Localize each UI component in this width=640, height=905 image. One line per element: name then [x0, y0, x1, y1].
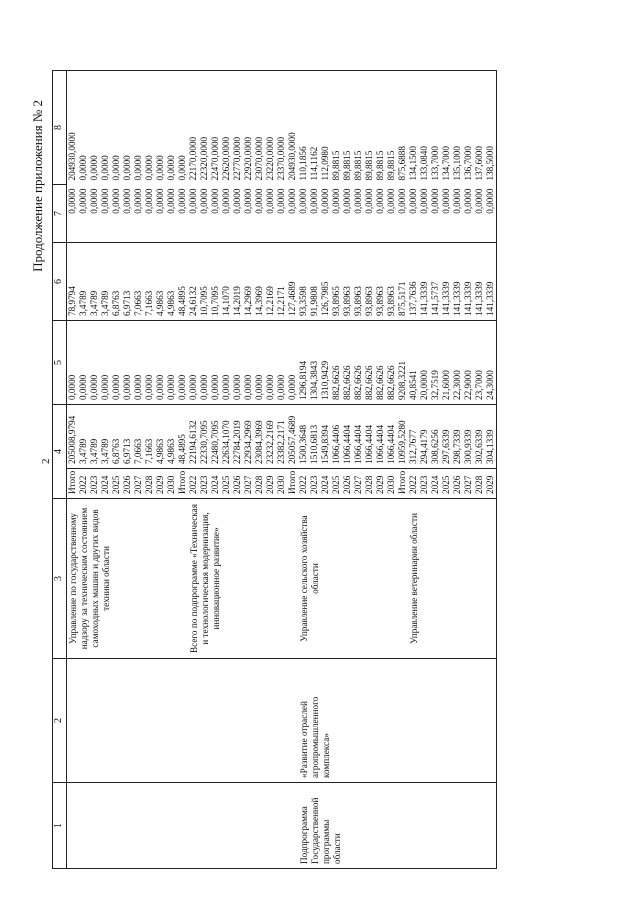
value-cell: 0,0000	[342, 185, 353, 243]
value-cell: 22330,7095	[199, 405, 210, 469]
value-cell: 0,0000	[221, 185, 232, 243]
value-cell: 12,2171	[276, 243, 287, 321]
value-cell: 127,4689	[287, 243, 298, 321]
value-cell: 93,8963	[386, 243, 397, 321]
value-cell: 23220,0000	[265, 136, 275, 181]
year-cell: 2023	[89, 469, 100, 499]
column-header-7: 7	[53, 185, 67, 243]
value-cell: 133,0840	[419, 146, 429, 181]
column-header-8: 8	[53, 71, 67, 185]
table-row	[67, 71, 79, 869]
value-cell: 22470,0000	[210, 136, 220, 181]
value-cell: 40,8541	[408, 321, 419, 405]
value-cell: 93,8963	[342, 243, 353, 321]
value-cell: 48,4895	[177, 405, 188, 469]
year-cell: 2028	[254, 469, 265, 499]
program-type-cell	[67, 783, 189, 869]
value-cell: 0,0000	[254, 321, 265, 405]
value-cell: 300,9339	[463, 405, 474, 469]
value-cell: 7,1663	[144, 243, 155, 321]
budget-table	[52, 70, 497, 869]
value-cell: 3,4789	[89, 405, 100, 469]
value-cell: 0,0000	[265, 185, 276, 243]
value-cell: 0,0000	[188, 321, 199, 405]
value-cell: 1066,4406	[331, 405, 342, 469]
value-cell: 0,0000	[265, 321, 276, 405]
appendix-caption: Продолжение приложения № 2	[30, 100, 45, 272]
value-cell: 141,3339	[419, 243, 430, 321]
column-header-1: 1	[53, 783, 67, 869]
value-cell: 22784,2019	[232, 405, 243, 469]
value-cell: 0,0000	[67, 185, 79, 243]
value-cell: 136,7000	[463, 146, 473, 181]
value-cell: 0,0000	[232, 185, 243, 243]
year-cell: 2026	[342, 469, 353, 499]
value-cell: 0,0000	[144, 321, 155, 405]
value-cell: 0,0000	[353, 185, 364, 243]
year-cell: 2022	[188, 469, 199, 499]
value-cell: 22770,0000	[232, 136, 242, 181]
year-cell: 2028	[364, 469, 375, 499]
value-cell: 0,0000	[155, 321, 166, 405]
value-cell: 0,0000	[122, 155, 132, 181]
value-cell: 0,0000	[254, 185, 265, 243]
value-cell: 141,3339	[485, 243, 497, 321]
year-cell: 2024	[210, 469, 221, 499]
value-cell: 0,0000	[210, 321, 221, 405]
value-cell: 0,0000	[78, 185, 89, 243]
value-cell: 0,0000	[78, 155, 88, 181]
value-cell: 0,0000	[287, 185, 298, 243]
value-cell: 0,0000	[155, 185, 166, 243]
value-cell: 0,0000	[177, 185, 188, 243]
table-row	[298, 71, 309, 869]
value-cell: 0,0000	[309, 185, 320, 243]
column-header-2: 2	[53, 659, 67, 783]
value-cell: 0,0000	[166, 185, 177, 243]
value-cell: 298,7339	[452, 405, 463, 469]
year-cell: 2024	[100, 469, 111, 499]
year-cell: 2025	[441, 469, 452, 499]
value-cell: 137,7636	[408, 243, 419, 321]
program-name-cell	[408, 659, 497, 783]
value-cell: 0,0000	[243, 321, 254, 405]
value-cell: 1066,4404	[364, 405, 375, 469]
year-cell: 2027	[243, 469, 254, 499]
value-cell: 1510,6813	[309, 405, 320, 469]
value-cell: 0,0000	[122, 185, 133, 243]
value-cell: 134,7000	[441, 146, 451, 181]
value-cell: 6,9713	[122, 243, 133, 321]
value-cell: 22320,0000	[199, 136, 209, 181]
column-header-4: 4	[53, 405, 67, 499]
value-cell: 4,9863	[166, 243, 177, 321]
program-type-cell	[408, 783, 497, 869]
value-cell: 0,0000	[320, 185, 331, 243]
value-cell: 3,4789	[78, 243, 89, 321]
year-cell: 2029	[375, 469, 386, 499]
value-cell: 0,0000	[276, 321, 287, 405]
value-cell: 0,0000	[331, 185, 342, 243]
value-cell: 0,0000	[463, 185, 474, 243]
value-cell: 141,3339	[441, 243, 452, 321]
value-cell: 6,9713	[122, 405, 133, 469]
value-cell: 1500,3648	[298, 405, 309, 469]
executor-cell: Управление по государственному надзору за техническим состоянием самоходных машин и других видов техники области	[67, 499, 189, 659]
value-cell: 0,0000	[89, 321, 100, 405]
value-cell: 0,0000	[78, 321, 89, 405]
value-cell: 0,0000	[408, 185, 419, 243]
value-cell: 91,9808	[309, 243, 320, 321]
program-type-cell	[188, 783, 298, 869]
value-cell: 141,3339	[463, 243, 474, 321]
value-cell: 4,9863	[155, 243, 166, 321]
value-cell: 141,5737	[430, 243, 441, 321]
program-name-cell	[67, 659, 189, 783]
value-cell: 875,6888	[397, 146, 407, 181]
value-cell: 882,6626	[353, 321, 364, 405]
value-cell: 0,0000	[485, 185, 497, 243]
value-cell: 3,4789	[100, 405, 111, 469]
value-cell: 0,0000	[397, 185, 408, 243]
year-cell: 2029	[265, 469, 276, 499]
value-cell: 0,0000	[144, 155, 154, 181]
value-cell: 0,0000	[419, 185, 430, 243]
value-cell: 882,6626	[364, 321, 375, 405]
value-cell: 89,8815	[375, 150, 385, 181]
value-cell: 23,7000	[474, 321, 485, 405]
value-cell: 22920,0000	[243, 136, 253, 181]
value-cell: 0,0000	[166, 321, 177, 405]
value-cell: 882,6626	[375, 321, 386, 405]
value-cell: 1066,4404	[375, 405, 386, 469]
value-cell: 141,3339	[474, 243, 485, 321]
year-cell: 2030	[166, 469, 177, 499]
value-cell: 6,8763	[111, 405, 122, 469]
value-cell: 14,2969	[243, 243, 254, 321]
year-cell: 2027	[353, 469, 364, 499]
year-cell: 2023	[419, 469, 430, 499]
executor-cell: Управление сельского хозяйства области	[298, 499, 408, 659]
executor-cell: Всего по подпрограмме «Техническая и технологическая модернизация, инновационное развитие»	[188, 499, 298, 659]
value-cell: 3,4789	[100, 243, 111, 321]
value-cell: 294,4179	[419, 405, 430, 469]
year-cell: 2024	[320, 469, 331, 499]
value-cell: 0,0000	[430, 185, 441, 243]
value-cell: 0,0000	[111, 155, 121, 181]
value-cell: 0,0000	[199, 185, 210, 243]
value-cell: 22194,6132	[188, 405, 199, 469]
value-cell: 21,6000	[441, 321, 452, 405]
table-row	[408, 71, 419, 869]
year-cell: Итого	[67, 469, 79, 499]
value-cell: 10959,5280	[397, 405, 408, 469]
value-cell: 304,1339	[485, 405, 497, 469]
value-cell: 7,1663	[144, 405, 155, 469]
value-cell: 302,6339	[474, 405, 485, 469]
value-cell: 89,8815	[364, 150, 374, 181]
program-name-cell: «Развитие отраслей агропромышленного комплекса»	[298, 659, 408, 783]
value-cell: 10,7095	[210, 243, 221, 321]
value-cell: 0,0000	[210, 185, 221, 243]
value-cell: 23232,2169	[265, 405, 276, 469]
value-cell: 14,1070	[221, 243, 232, 321]
value-cell: 138,5000	[485, 146, 495, 181]
value-cell: 0,0000	[386, 185, 397, 243]
value-cell: 0,0000	[144, 185, 155, 243]
value-cell: 10,7095	[199, 243, 210, 321]
value-cell: 93,3598	[298, 243, 309, 321]
value-cell: 114,1162	[309, 146, 319, 181]
value-cell: 12,2169	[265, 243, 276, 321]
value-cell: 1304,3843	[309, 321, 320, 405]
value-cell: 89,8815	[342, 150, 352, 181]
year-cell: 2026	[232, 469, 243, 499]
value-cell: 14,2019	[232, 243, 243, 321]
value-cell: 89,8815	[331, 150, 341, 181]
value-cell: 93,8963	[364, 243, 375, 321]
year-cell: 2027	[463, 469, 474, 499]
value-cell: 22480,7095	[210, 405, 221, 469]
value-cell: 204930,0000	[67, 132, 77, 181]
header-label: 2	[40, 458, 52, 464]
value-cell: 23070,0000	[254, 136, 264, 181]
value-cell: 3,4789	[78, 405, 89, 469]
value-cell: 1549,8394	[320, 405, 331, 469]
program-name-cell	[188, 659, 298, 783]
year-cell: 2028	[474, 469, 485, 499]
value-cell: 205008,9794	[67, 405, 79, 469]
year-cell: 2028	[144, 469, 155, 499]
year-cell: Итого	[397, 469, 408, 499]
value-cell: 0,0000	[67, 321, 79, 405]
value-cell: 24,3000	[485, 321, 497, 405]
value-cell: 0,0000	[199, 321, 210, 405]
value-cell: 78,9794	[67, 243, 79, 321]
value-cell: 0,0000	[276, 185, 287, 243]
value-cell: 0,0000	[111, 321, 122, 405]
value-cell: 110,1856	[298, 146, 308, 181]
value-cell: 0,0000	[474, 185, 485, 243]
year-cell: 2026	[122, 469, 133, 499]
value-cell: 3,4789	[89, 243, 100, 321]
value-cell: 0,0000	[287, 321, 298, 405]
value-cell: 0,0000	[111, 185, 122, 243]
value-cell: 882,6626	[386, 321, 397, 405]
value-cell: 32,7519	[430, 321, 441, 405]
value-cell: 89,8815	[353, 150, 363, 181]
value-cell: 1296,8194	[298, 321, 309, 405]
value-cell: 23382,2171	[276, 405, 287, 469]
year-cell: 2029	[155, 469, 166, 499]
value-cell: 4,9863	[155, 405, 166, 469]
column-header-6: 6	[53, 243, 67, 321]
table-row	[188, 71, 199, 869]
value-cell: 14,3969	[254, 243, 265, 321]
value-cell: 0,0000	[232, 321, 243, 405]
value-cell: 0,0000	[375, 185, 386, 243]
value-cell: 48,4895	[177, 243, 188, 321]
value-cell: 205057,4689	[287, 405, 298, 469]
value-cell: 0,0000	[188, 185, 199, 243]
year-cell: Итого	[177, 469, 188, 499]
value-cell: 0,0000	[100, 321, 111, 405]
value-cell: 7,0663	[133, 405, 144, 469]
value-cell: 882,6626	[342, 321, 353, 405]
table-header	[53, 71, 67, 869]
program-type-cell: Подпрограмма Государственной программы области	[298, 783, 408, 869]
value-cell: 0,0000	[122, 321, 133, 405]
value-cell: 1066,4404	[386, 405, 397, 469]
value-cell: 0,0000	[441, 185, 452, 243]
year-cell: 2022	[408, 469, 419, 499]
value-cell: 312,7677	[408, 405, 419, 469]
value-cell: 0,0000	[133, 185, 144, 243]
value-cell: 24,6132	[188, 243, 199, 321]
value-cell: 23370,0000	[276, 136, 286, 181]
value-cell: 6,8763	[111, 243, 122, 321]
value-cell: 0,0000	[243, 185, 254, 243]
value-cell: 0,0000	[298, 185, 309, 243]
value-cell: 112,0980	[320, 146, 330, 181]
value-cell: 0,0000	[89, 155, 99, 181]
value-cell: 1310,9429	[320, 321, 331, 405]
value-cell: 22170,0000	[188, 136, 198, 181]
value-cell: 134,1500	[408, 146, 418, 181]
year-cell: 2026	[452, 469, 463, 499]
year-cell: 2022	[78, 469, 89, 499]
value-cell: 135,1000	[452, 146, 462, 181]
value-cell: 22620,0000	[221, 136, 231, 181]
value-cell: 137,6000	[474, 146, 484, 181]
value-cell: 126,7985	[320, 243, 331, 321]
value-cell: 20,0000	[419, 321, 430, 405]
value-cell: 297,6339	[441, 405, 452, 469]
value-cell: 89,8815	[386, 150, 396, 181]
value-cell: 308,6256	[430, 405, 441, 469]
year-cell: 2025	[221, 469, 232, 499]
value-cell: 1066,4404	[342, 405, 353, 469]
column-header-3: 3	[53, 499, 67, 659]
value-cell: 0,0000	[100, 185, 111, 243]
value-cell: 0,0000	[133, 321, 144, 405]
value-cell: 9208,3221	[397, 321, 408, 405]
year-cell: 2030	[386, 469, 397, 499]
value-cell: 875,5171	[397, 243, 408, 321]
year-cell: 2030	[276, 469, 287, 499]
value-cell: 0,0000	[364, 185, 375, 243]
year-cell: 2025	[331, 469, 342, 499]
value-cell: 22,3000	[452, 321, 463, 405]
year-cell: Итого	[287, 469, 298, 499]
year-cell: 2029	[485, 469, 497, 499]
value-cell: 0,0000	[133, 155, 143, 181]
value-cell: 22634,1070	[221, 405, 232, 469]
value-cell: 0,0000	[177, 321, 188, 405]
value-cell: 0,0000	[100, 155, 110, 181]
value-cell: 22,9000	[463, 321, 474, 405]
value-cell: 93,8965	[331, 243, 342, 321]
value-cell: 93,8963	[353, 243, 364, 321]
value-cell: 882,6626	[331, 321, 342, 405]
year-cell: 2024	[430, 469, 441, 499]
value-cell: 204930,0000	[287, 132, 297, 181]
value-cell: 0,0000	[155, 155, 165, 181]
value-cell: 0,0000	[166, 155, 176, 181]
value-cell: 23084,3969	[254, 405, 265, 469]
year-cell: 2022	[298, 469, 309, 499]
value-cell: 4,9863	[166, 405, 177, 469]
value-cell: 22934,2969	[243, 405, 254, 469]
value-cell: 7,0663	[133, 243, 144, 321]
value-cell: 0,0000	[221, 321, 232, 405]
value-cell: 0,0000	[89, 185, 100, 243]
value-cell: 93,8963	[375, 243, 386, 321]
year-cell: 2027	[133, 469, 144, 499]
year-cell: 2023	[199, 469, 210, 499]
value-cell: 1066,4404	[353, 405, 364, 469]
value-cell: 141,3339	[452, 243, 463, 321]
year-cell: 2025	[111, 469, 122, 499]
executor-cell: Управление ветеринарии области	[408, 499, 497, 659]
value-cell: 0,0000	[452, 185, 463, 243]
column-header-5: 5	[53, 321, 67, 405]
year-cell: 2023	[309, 469, 320, 499]
value-cell: 133,7000	[430, 146, 440, 181]
value-cell: 0,0000	[177, 155, 187, 181]
